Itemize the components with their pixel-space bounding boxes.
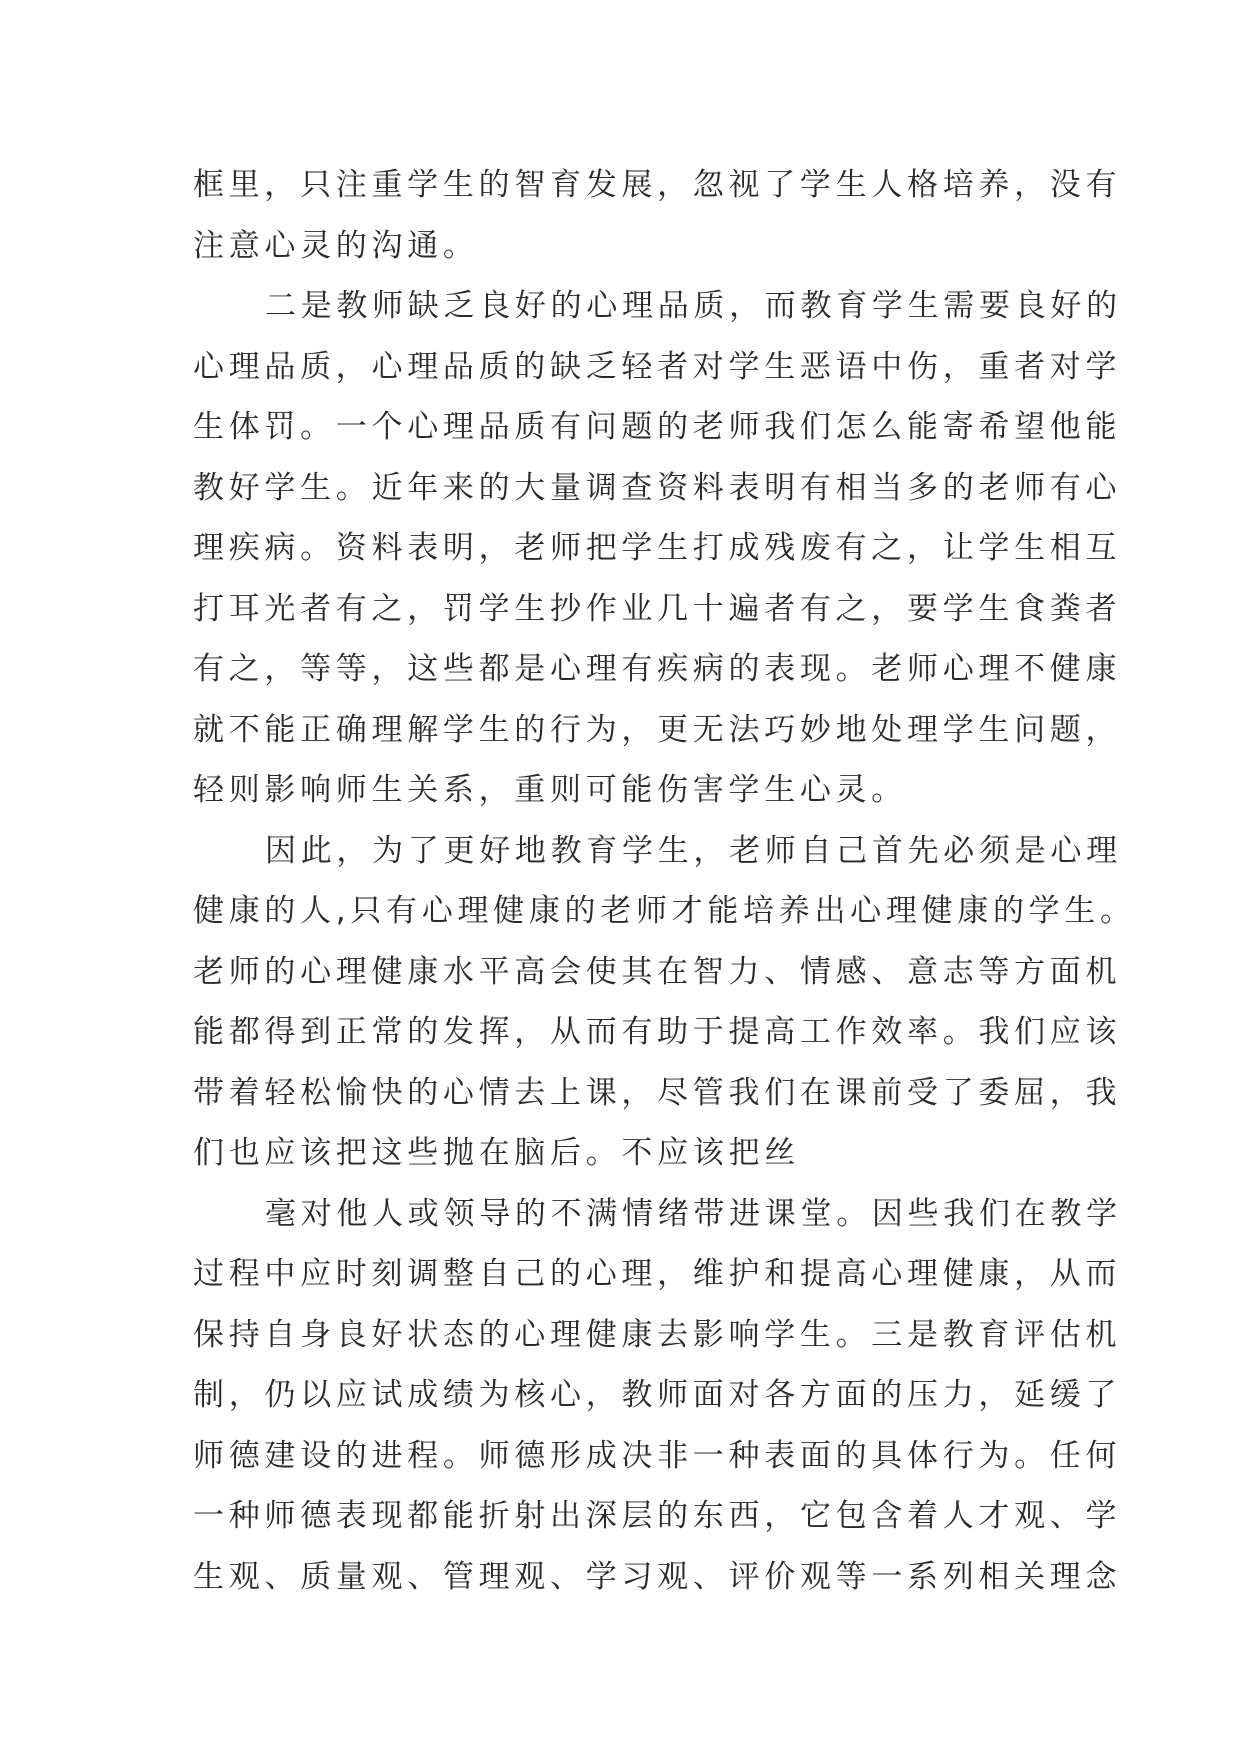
text-line: 教好学生。近年来的大量调查资料表明有相当多的老师有心	[193, 469, 1122, 506]
text-line: 能都得到正常的发挥，从而有助于提高工作效率。我们应该	[193, 1014, 1122, 1050]
text-line: 心理品质，心理品质的缺乏轻者对学生恶语中伤，重者对学	[193, 348, 1122, 385]
text-line: 打耳光者有之，罚学生抄作业几十遍者有之，要学生食粪者	[193, 590, 1122, 627]
text-line: 师德建设的进程。师德形成决非一种表面的具体行为。任何	[193, 1437, 1122, 1474]
text-line: 注意心灵的沟通。	[193, 227, 479, 264]
text-line: 理疾病。资料表明，老师把学生打成残废有之，让学生相互	[193, 530, 1122, 566]
text-line: 们也应该把这些抛在脑后。不应该把丝	[193, 1135, 800, 1171]
text-line: 保持自身良好状态的心理健康去影响学生。三是教育评估机	[193, 1316, 1122, 1353]
body-text	[193, 155, 1136, 1607]
text-line: 健康的人,只有心理健康的老师才能培养出心理健康的学生。	[193, 893, 1136, 929]
text-line: 生观、质量观、管理观、学习观、评价观等一系列相关理念	[193, 1558, 1122, 1595]
paragraph-start-line: 二是教师缺乏良好的心理品质，而教育学生需要良好的	[265, 288, 1122, 324]
text-line: 过程中应时刻调整自己的心理，维护和提高心理健康，从而	[193, 1256, 1122, 1292]
text-line: 一种师德表现都能折射出深层的东西，它包含着人才观、学	[193, 1498, 1122, 1534]
paragraph-start-line: 因此，为了更好地教育学生，老师自己首先必须是心理	[265, 832, 1122, 869]
text-line: 生体罚。一个心理品质有问题的老师我们怎么能寄希望他能	[193, 409, 1122, 445]
text-line: 框里，只注重学生的智育发展，忽视了学生人格培养，没有	[193, 167, 1122, 203]
text-line: 就不能正确理解学生的行为，更无法巧妙地处理学生问题，	[193, 711, 1122, 748]
text-line: 轻则影响师生关系，重则可能伤害学生心灵。	[193, 772, 907, 808]
text-line: 有之，等等，这些都是心理有疾病的表现。老师心理不健康	[193, 651, 1122, 687]
text-line: 制，仍以应试成绩为核心，教师面对各方面的压力，延缓了	[193, 1377, 1122, 1413]
text-line: 带着轻松愉快的心情去上课，尽管我们在课前受了委屈，我	[193, 1074, 1122, 1111]
paragraph-start-line: 毫对他人或领导的不满情绪带进课堂。因些我们在教学	[265, 1195, 1122, 1232]
text-line: 老师的心理健康水平高会使其在智力、情感、意志等方面机	[193, 953, 1122, 990]
